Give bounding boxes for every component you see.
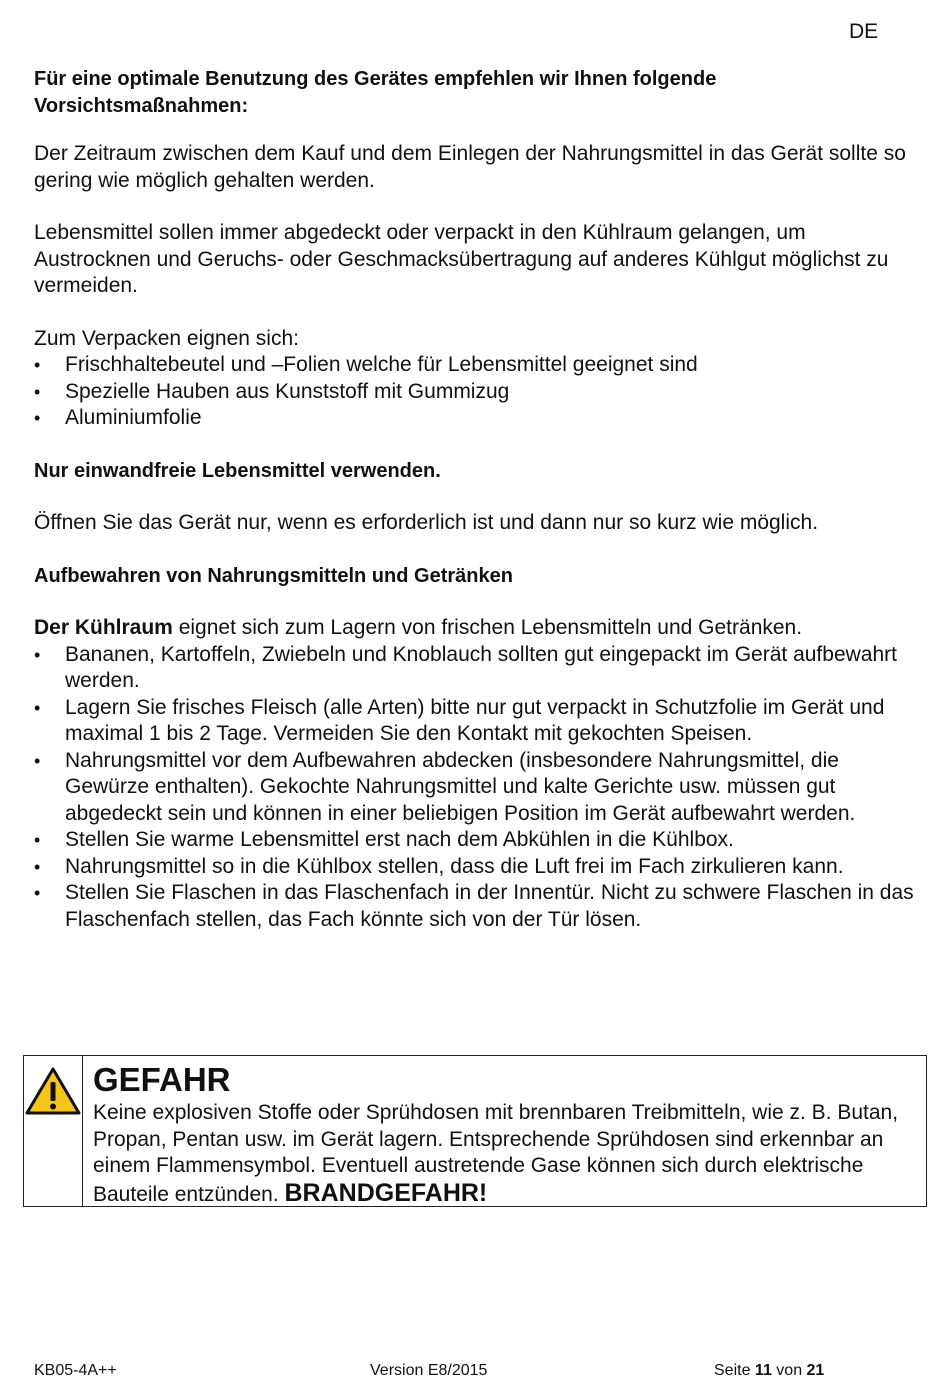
- intro-paragraph-covering: Lebensmittel sollen immer abgedeckt oder verpackt in den Kühlraum gelangen, um Austrocknen und Geruchs- oder Geschmacksübertragung auf anderes Kühlgut möglichst zu vermeiden.: [34, 221, 889, 297]
- footer-page-total: 21: [806, 1362, 825, 1379]
- bullet-icon: •: [34, 381, 41, 402]
- bullet-icon: •: [34, 750, 41, 771]
- list-item: • Nahrungsmittel so in die Kühlbox stellen, dass die Luft frei im Fach zirkulieren kann.: [34, 854, 914, 881]
- danger-warning-box: [23, 1055, 927, 1207]
- intro-paragraph-timing: Der Zeitraum zwischen dem Kauf und dem Einlegen der Nahrungsmittel in das Gerät sollte so gering wie möglich gehalten werden.: [34, 142, 906, 192]
- footer-model: KB05-4A++: [34, 1362, 117, 1379]
- warning-emphasis: BRANDGEFAHR!: [284, 1178, 488, 1207]
- list-item: • Stellen Sie Flaschen in das Flaschenfach in der Innentür. Nicht zu schwere Flaschen in das Flaschenfach stellen, das Fach könnte sich von der Tür lösen.: [34, 881, 914, 931]
- warning-text: Keine explosiven Stoffe oder Sprühdosen mit brennbaren Treibmitteln, wie z. B. Butan, Propan, Pentan usw. im Gerät lagern. Entsprechende Sprühdosen sind erkennbar an einem Flammensymbol. Eventuell austretende Gase können sich durch elektrische Bauteile entzünden.: [93, 1101, 899, 1206]
- packing-lead: Zum Verpacken eignen sich:: [34, 326, 299, 350]
- bullet-icon: •: [34, 830, 41, 850]
- warning-title: GEFAHR: [93, 1061, 231, 1098]
- bullet-icon: •: [34, 856, 41, 877]
- bullet-icon: •: [34, 883, 41, 903]
- storage-list: [34, 642, 914, 934]
- list-item: • Stellen Sie warme Lebensmittel erst nach dem Abkühlen in die Kühlbox.: [34, 827, 914, 854]
- footer-page-current: 11: [754, 1362, 772, 1379]
- list-item: • Lagern Sie frisches Fleisch (alle Arten) bitte nur gut verpackt in Schutzfolie im Gerät und maximal 1 bis 2 Tage. Vermeiden Sie den Kontakt mit gekochten Speisen.: [34, 695, 885, 745]
- storage-lead: [34, 615, 914, 642]
- warning-triangle-icon: [24, 1066, 82, 1116]
- warning-text-cell: [83, 1056, 926, 1206]
- storage-lead-rest: eignet sich zum Lagern von frischen Lebensmitteln und Getränken.: [172, 616, 803, 639]
- notice-open: Öffnen Sie das Gerät nur, wenn es erforderlich ist und dann nur so kurz wie möglich.: [34, 511, 819, 534]
- list-item: • Aluminiumfolie: [34, 405, 914, 432]
- list-item: • Bananen, Kartoffeln, Zwiebeln und Knoblauch sollten gut eingepackt im Gerät aufbewahrt werden.: [34, 642, 897, 692]
- footer-version: Version E8/2015: [370, 1362, 488, 1379]
- footer-page: Seite 11 von 21: [714, 1362, 825, 1379]
- bullet-icon: •: [34, 644, 41, 665]
- bullet-icon: •: [34, 408, 41, 428]
- language-label: DE: [849, 20, 879, 43]
- list-item: • Nahrungsmittel vor dem Aufbewahren abdecken (insbesondere Nahrungsmittel, die Gewürze enthalten). Gekochte Nahrungsmittel und kalte Gerichte usw. müssen gut abgedeckt sein und können in einer beliebigen Position im Gerät aufbewahrt werden.: [34, 748, 856, 825]
- notice-bold: Nur einwandfreie Lebensmittel verwenden.: [34, 459, 441, 482]
- bullet-icon: •: [34, 355, 41, 375]
- packing-list: [34, 352, 914, 432]
- list-item: • Spezielle Hauben aus Kunststoff mit Gummizug: [34, 379, 914, 406]
- storage-heading: Aufbewahren von Nahrungsmitteln und Getränken: [34, 564, 513, 587]
- intro-heading: Für eine optimale Benutzung des Gerätes empfehlen wir Ihnen folgende Vorsichtsmaßnahmen:: [34, 68, 717, 117]
- page-content: [34, 66, 914, 933]
- storage-lead-bold: Der Kühlraum: [34, 616, 173, 639]
- warning-icon-cell: [24, 1056, 83, 1206]
- bullet-icon: •: [34, 697, 41, 718]
- list-item: • Frischhaltebeutel und –Folien welche für Lebensmittel geeignet sind: [34, 352, 914, 379]
